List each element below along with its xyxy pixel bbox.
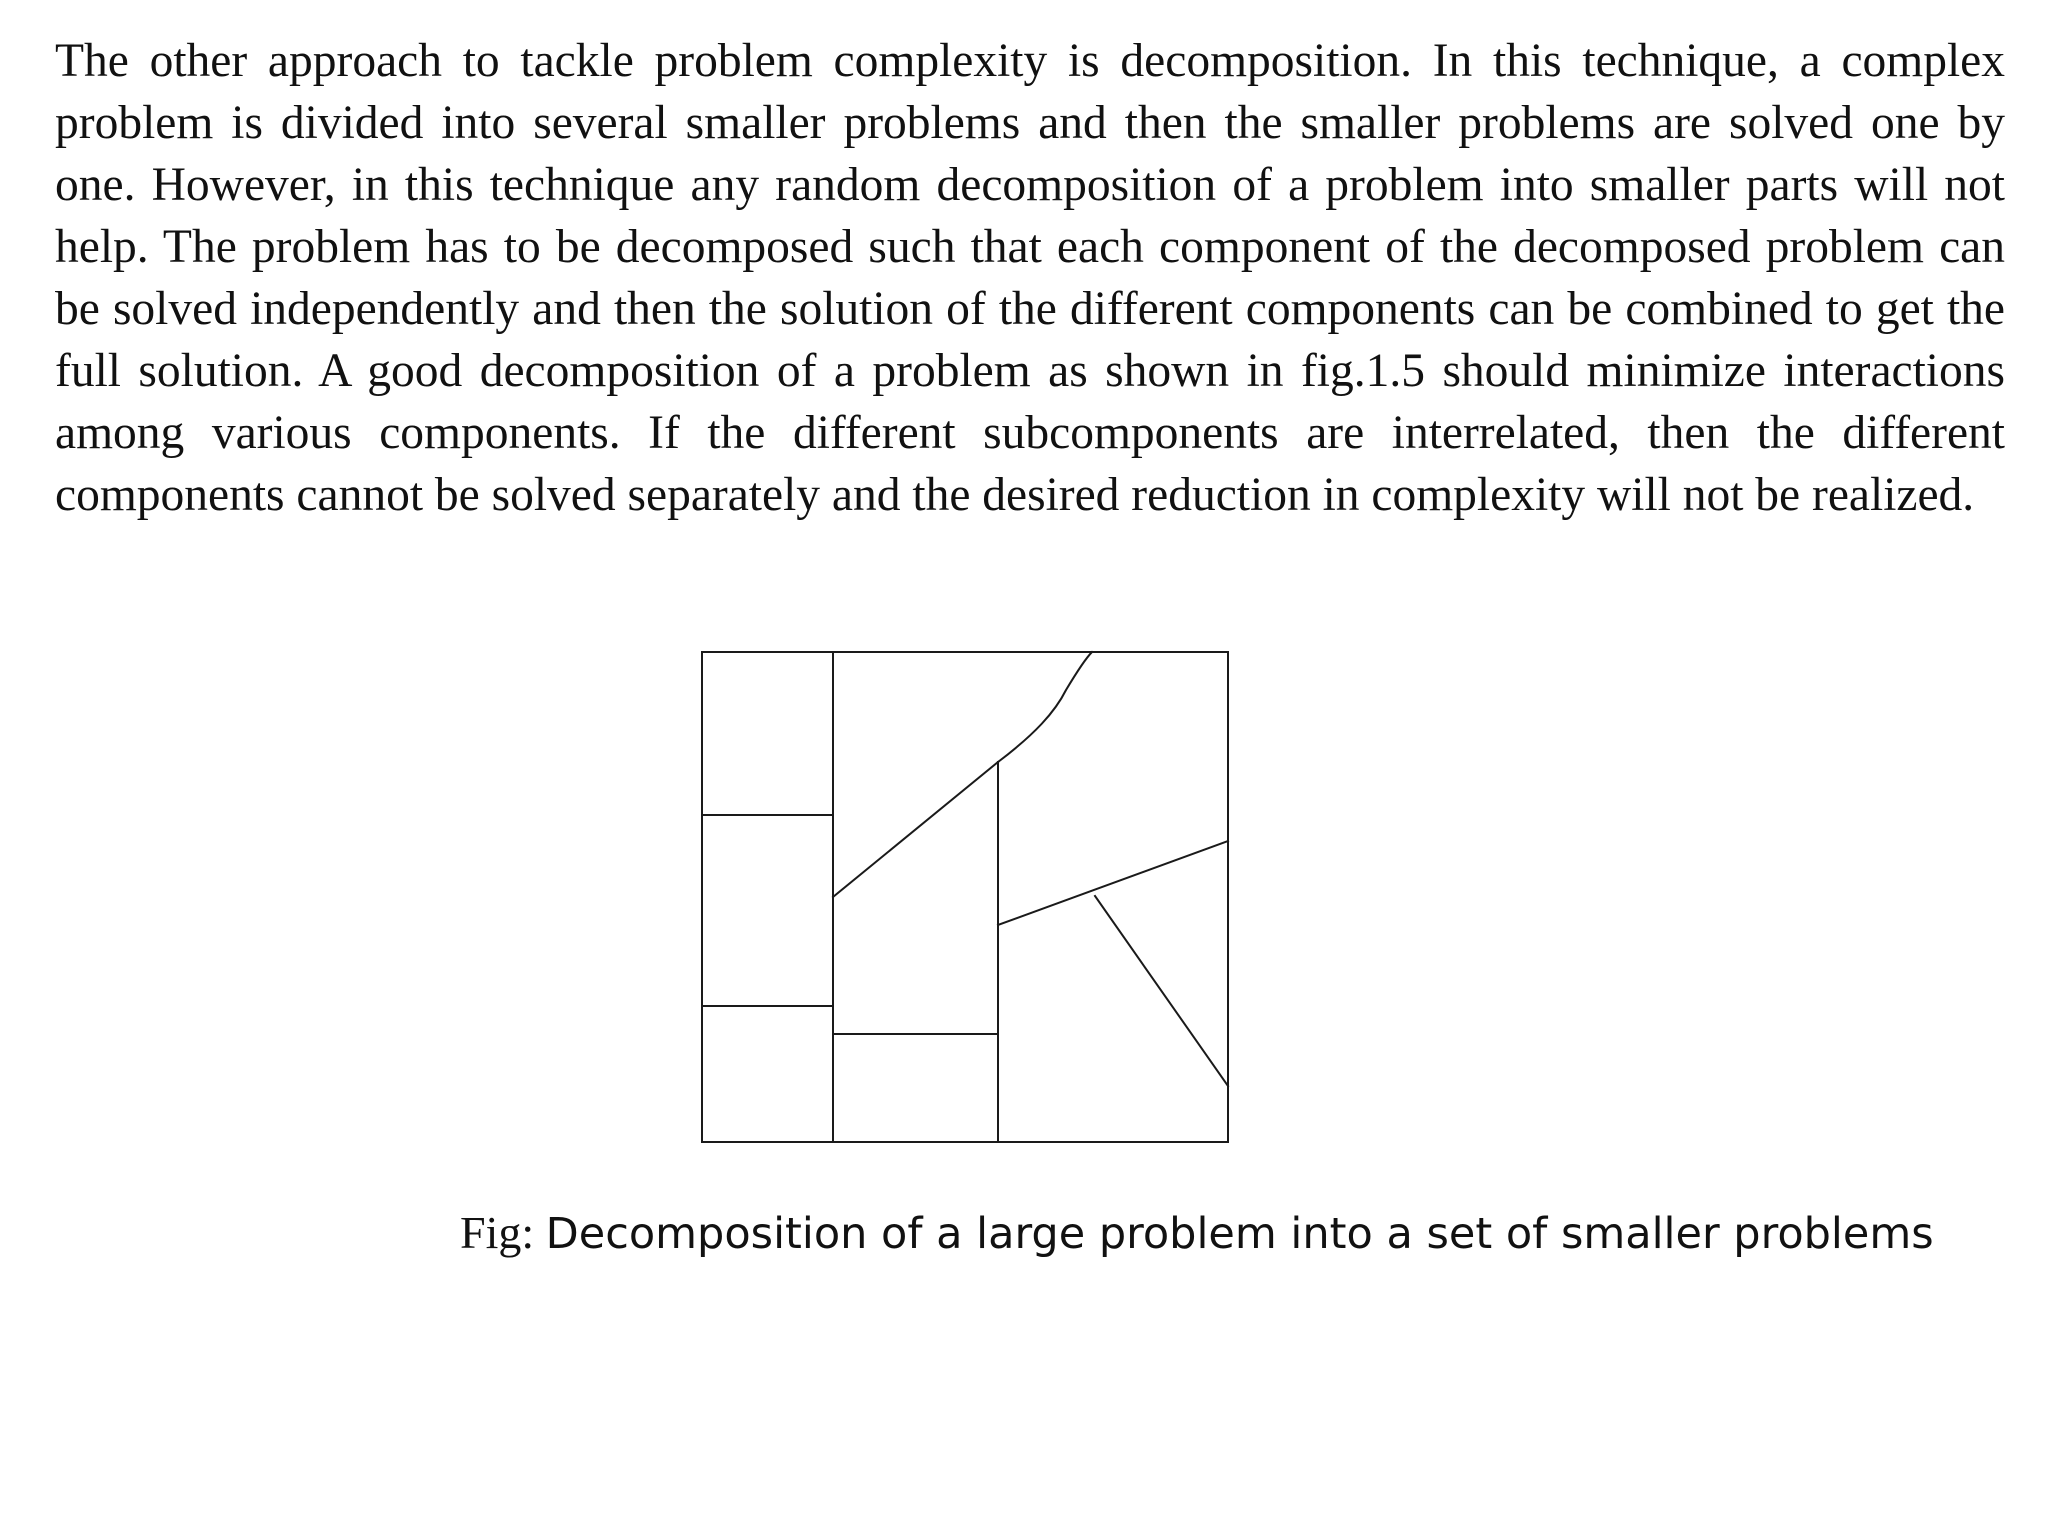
figure-caption xyxy=(460,1205,2000,1262)
decomposition-diagram xyxy=(700,650,1230,1145)
outer-problem-boundary xyxy=(702,652,1228,1142)
partition-right-diagonal xyxy=(1095,896,1228,1086)
decomposition-figure xyxy=(700,650,1230,1145)
partition-right-slant xyxy=(998,841,1228,925)
partition-curve-top xyxy=(998,652,1092,762)
figure-caption-text: Decomposition of a large problem into a set of smaller problems xyxy=(545,1209,1934,1259)
figure-caption-prefix: Fig: xyxy=(460,1207,535,1258)
body-paragraph: The other approach to tackle problem complexity is decomposition. In this technique, a complex problem is divided into several smaller problems and then the smaller problems are solved one by one. However, in this technique any random decomposition of a problem into smaller parts will not help. The problem has to be decomposed such that each component of the decomposed problem can be solved independently and then the solution of the different components can be combined to get the full solution. A good decomposition of a problem as shown in fig.1.5 should minimize interactions among various components. If the different subcomponents are interrelated, then the different components cannot be solved separately and the desired reduction in complexity will not be realized. xyxy=(55,35,2005,521)
partition-diagonal-middle xyxy=(833,762,998,897)
